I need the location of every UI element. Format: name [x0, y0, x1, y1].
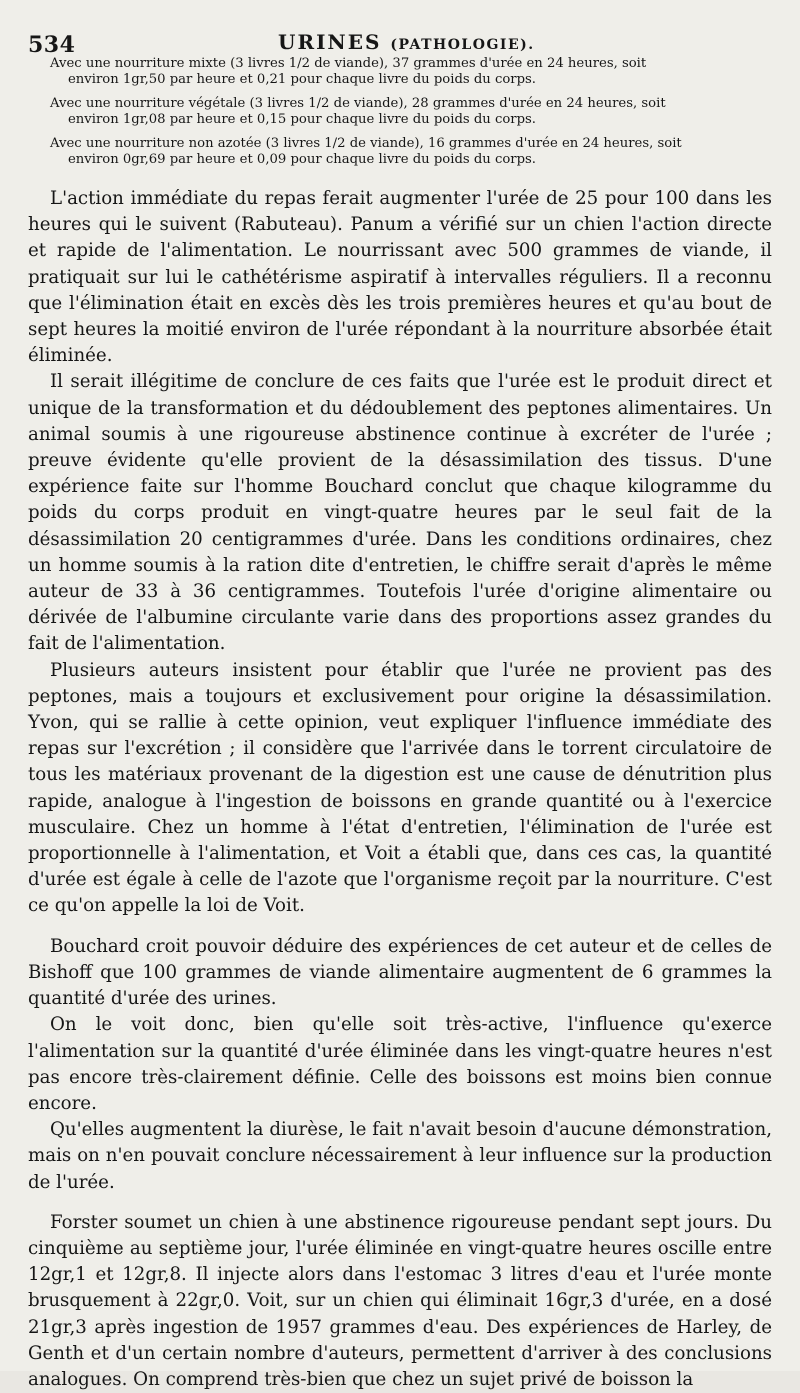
paragraph: Il serait illégitime de conclure de ces faits que l'urée est le produit direct et unique de la transformation et du dédoublement des peptones alimentaires. Un animal soumis à une rigoureuse abstinence continue à excréter de l'urée ; preuve évidente qu'elle provient de la désassimilation des tissus. D'une expérience faite sur l'homme Bouchard conclut que chaque kilogramme du poids du corps produit en vingt-quatre heures par le seul fait de la désassimilation 20 centigrammes d'urée. Dans les conditions ordinaires, chez un homme soumis à la ration dite d'entretien, le chiffre serait d'après le même auteur de 33 à 36 centigrammes. Toutefois l'urée d'origine alimentaire ou dérivée de l'albumine circulante varie dans des proportions assez grandes du fait de l'alimentation. — [28, 371, 772, 655]
note-line: environ 1gr,08 par heure et 0,15 pour chaque livre du poids du corps. — [68, 112, 537, 127]
page-header — [28, 22, 772, 56]
note-non-nitrogen-diet — [50, 136, 772, 168]
paragraph: L'action immédiate du repas ferait augmenter l'urée de 25 pour 100 dans les heures qui le suivent (Rabuteau). Panum a vérifié sur un chien l'action directe et rapide de l'alimentation. Le nourrissant avec 500 grammes de viande, il pratiquait sur lui le cathétérisme aspiratif à intervalles réguliers. Il a reconnu que l'élimination était en excès dès les trois premières heures et qu'au bout de sept heures la moitié environ de l'urée répondant à la nourriture absorbée était éliminée. — [28, 188, 772, 367]
note-line: Avec une nourriture végétale (3 livres 1/2 de viande), 28 grammes d'urée en 24 heures, soit — [50, 96, 666, 111]
running-title-main: URINES — [278, 30, 382, 54]
note-line: environ 1gr,50 par heure et 0,21 pour chaque livre du poids du corps. — [68, 72, 537, 87]
paragraph: Qu'elles augmentent la diurèse, le fait n'avait besoin d'aucune démonstration, mais on n'en pouvait conclure nécessairement à leur influence sur la production de l'urée. — [28, 1119, 772, 1193]
running-title-subtitle: (PATHOLOGIE). — [390, 37, 535, 53]
paragraph: Forster soumet un chien à une abstinence rigoureuse pendant sept jours. Du cinquième au septième jour, l'urée éliminée en vingt-quatre heures oscille entre 12gr,1 et 12gr,8. Il injecte alors dans l'estomac 3 litres d'eau et l'urée monte brusquement à 22gr,0. Voit, sur un chien qui éliminait 16gr,3 d'urée, en a dosé 21gr,3 après ingestion de 1957 grammes d'eau. Des expériences de Harley, de Genth et d'un certain nombre d'auteurs, permettent d'arriver à des conclusions analogues. On comprend très-bien que chez un sujet privé de boisson la — [28, 1211, 772, 1390]
paragraph: Bouchard croit pouvoir déduire des expériences de cet auteur et de celles de Bishoff que 100 grammes de viande alimentaire augmentent de 6 grammes la quantité d'urée des urines. — [28, 935, 772, 1010]
note-line: Avec une nourriture non azotée (3 livres 1/2 de viande), 16 grammes d'urée en 24 heures, soit — [50, 136, 682, 151]
paragraph: On le voit donc, bien qu'elle soit très-active, l'influence qu'exerce l'alimentation sur la quantité d'urée éliminée dans les vingt-quatre heures n'est pas encore très-clairement définie. Celle des boissons est moins bien connue encore. — [28, 1014, 772, 1114]
body-text — [28, 186, 772, 1393]
note-vegetable-diet — [50, 96, 772, 128]
page-number: 534 — [28, 32, 76, 58]
paragraph: Plusieurs auteurs insistent pour établir que l'urée ne provient pas des peptones, mais a toujours et exclusivement pour origine la désassimilation. Yvon, qui se rallie à cette opinion, veut expliquer l'influence immédiate des repas sur l'excrétion ; il considère que l'arrivée dans le torrent circulatoire de tous les matériaux provenant de la digestion est une cause de dénutrition plus rapide, analogue à l'ingestion de boissons en grande quantité ou à l'exercice musculaire. Chez un homme à l'état d'entretien, l'élimination de l'urée est proportionnelle à l'alimentation, et Voit a établi que, dans ces cas, la quantité d'urée est égale à celle de l'azote que l'organisme reçoit par la nourriture. C'est ce qu'on appelle la loi de Voit. — [28, 659, 772, 917]
running-title — [278, 30, 535, 54]
note-line: environ 0gr,69 par heure et 0,09 pour chaque livre du poids du corps. — [68, 152, 537, 167]
note-mixed-diet — [50, 56, 772, 88]
note-line: Avec une nourriture mixte (3 livres 1/2 de viande), 37 grammes d'urée en 24 heures, soit — [50, 56, 647, 71]
footnote-block — [28, 56, 772, 168]
